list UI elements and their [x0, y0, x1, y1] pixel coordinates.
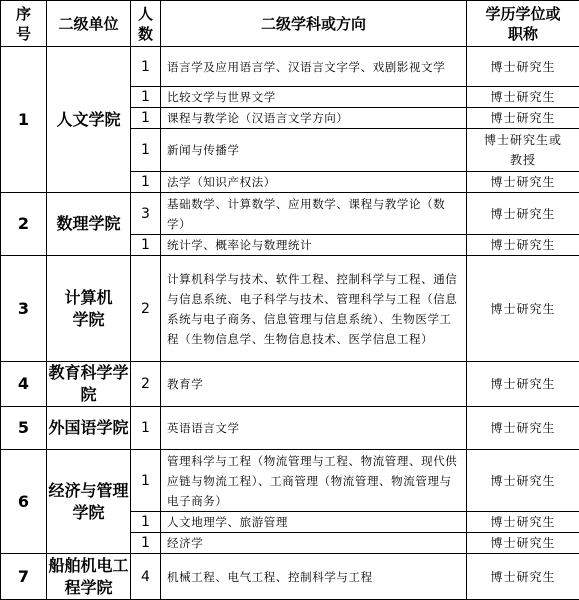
headcount: 3 — [131, 193, 161, 235]
row-number: 3 — [1, 256, 47, 362]
degree-requirement: 博士研究生 — [467, 450, 579, 512]
degree-requirement: 博士研究生或教授 — [467, 129, 579, 172]
table-row — [1, 407, 579, 450]
headcount: 1 — [131, 172, 161, 193]
unit-name: 计算机学院 — [47, 256, 131, 362]
degree-requirement: 博士研究生 — [467, 47, 579, 87]
table-row — [1, 450, 579, 512]
row-number: 6 — [1, 450, 47, 554]
row-number: 5 — [1, 407, 47, 450]
headcount: 1 — [131, 533, 161, 554]
table-row — [1, 193, 579, 235]
degree-requirement: 博士研究生 — [467, 554, 579, 600]
discipline: 语言学及应用语言学、汉语言文字学、戏剧影视文学 — [161, 47, 467, 87]
headcount: 1 — [131, 407, 161, 450]
header-no: 序号 — [1, 1, 47, 47]
discipline: 新闻与传播学 — [161, 129, 467, 172]
degree-requirement: 博士研究生 — [467, 407, 579, 450]
headcount: 2 — [131, 362, 161, 407]
discipline: 管理科学与工程（物流管理与工程、物流管理、现代供应链与物流工程）、工商管理（物流管理、物流管理与电子商务） — [161, 450, 467, 512]
degree-requirement: 博士研究生 — [467, 87, 579, 108]
discipline: 机械工程、电气工程、控制科学与工程 — [161, 554, 467, 600]
headcount: 1 — [131, 47, 161, 87]
degree-requirement: 博士研究生 — [467, 362, 579, 407]
table-row — [1, 256, 579, 362]
headcount: 2 — [131, 256, 161, 362]
headcount: 1 — [131, 512, 161, 533]
headcount: 4 — [131, 554, 161, 600]
discipline: 人文地理学、旅游管理 — [161, 512, 467, 533]
degree-requirement: 博士研究生 — [467, 512, 579, 533]
headcount: 1 — [131, 87, 161, 108]
table-row — [1, 554, 579, 600]
unit-name: 外国语学院 — [47, 407, 131, 450]
header-row — [1, 1, 579, 47]
unit-name: 人文学院 — [47, 47, 131, 193]
degree-requirement: 博士研究生 — [467, 256, 579, 362]
discipline: 基础数学、计算数学、应用数学、课程与教学论（数学） — [161, 193, 467, 235]
discipline: 统计学、概率论与数理统计 — [161, 235, 467, 256]
unit-name: 船舶机电工程学院 — [47, 554, 131, 600]
degree-requirement: 博士研究生 — [467, 172, 579, 193]
discipline: 比较文学与世界文学 — [161, 87, 467, 108]
row-number: 7 — [1, 554, 47, 600]
degree-requirement: 博士研究生 — [467, 108, 579, 129]
unit-name: 教育科学学院 — [47, 362, 131, 407]
degree-requirement: 博士研究生 — [467, 235, 579, 256]
degree-requirement: 博士研究生 — [467, 533, 579, 554]
discipline: 教育学 — [161, 362, 467, 407]
header-count: 人数 — [131, 1, 161, 47]
discipline: 英语语言文学 — [161, 407, 467, 450]
discipline: 课程与教学论（汉语言文学方向） — [161, 108, 467, 129]
header-degree: 学历学位或职称 — [467, 1, 579, 47]
headcount: 1 — [131, 108, 161, 129]
unit-name: 数理学院 — [47, 193, 131, 256]
unit-name: 经济与管理学院 — [47, 450, 131, 554]
headcount: 1 — [131, 235, 161, 256]
discipline: 计算机科学与技术、软件工程、控制科学与工程、通信与信息系统、电子科学与技术、管理科学与工程（信息系统与电子商务、信息管理与信息系统）、生物医学工程（生物信息学、生物信息技术、医学信息工程） — [161, 256, 467, 362]
headcount: 1 — [131, 450, 161, 512]
header-unit: 二级单位 — [47, 1, 131, 47]
discipline: 法学（知识产权法） — [161, 172, 467, 193]
degree-requirement: 博士研究生 — [467, 193, 579, 235]
table-row — [1, 47, 579, 87]
row-number: 2 — [1, 193, 47, 256]
discipline: 经济学 — [161, 533, 467, 554]
header-direction: 二级学科或方向 — [161, 1, 467, 47]
row-number: 1 — [1, 47, 47, 193]
row-number: 4 — [1, 362, 47, 407]
headcount: 1 — [131, 129, 161, 172]
table-row — [1, 362, 579, 407]
